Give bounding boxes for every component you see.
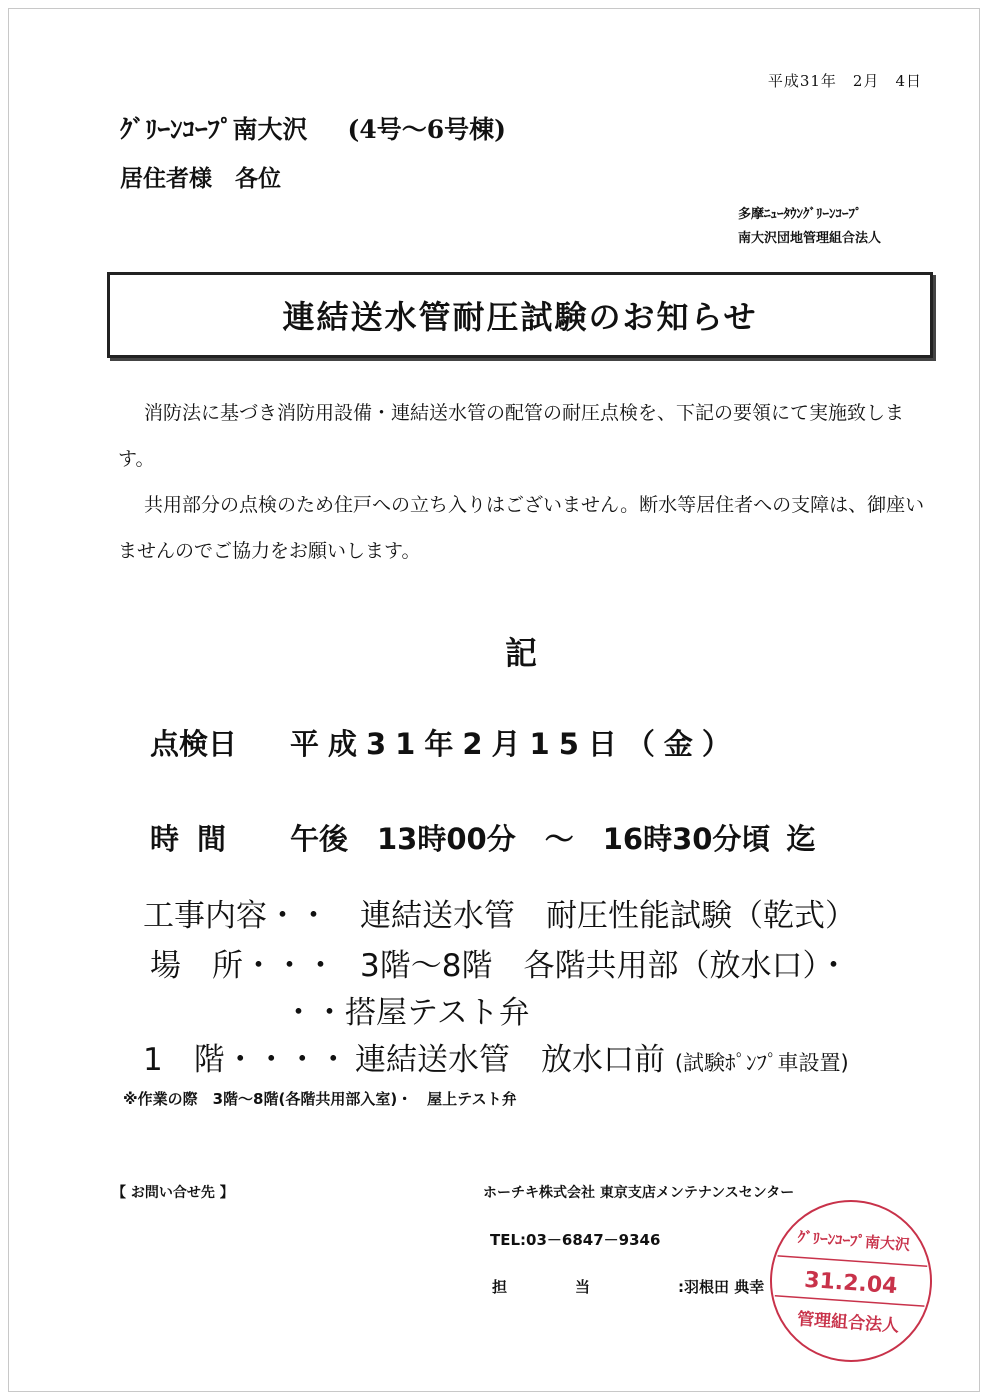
recipient-building-range: (4号～6号棟) (347, 115, 506, 144)
notice-title: 連結送水管耐圧試験のお知らせ (282, 298, 758, 336)
work-content-value: 連結送水管 耐圧性能試験（乾式） (360, 898, 856, 934)
sender-block (738, 203, 881, 251)
floor1-note: (試験ﾎﾟﾝﾌﾟ車設置) (674, 1051, 849, 1075)
stamp-lower-line (775, 1296, 925, 1306)
body-paragraph-1: 消防法に基づき消防用設備・連結送水管の配管の耐圧点検を、下記の要領にて実施致します。 (118, 402, 905, 470)
inspection-date-value: 平成31年2月15日（金） (290, 727, 740, 761)
recipient-building (120, 110, 506, 146)
stamp-date-text: 31.2.04 (803, 1267, 899, 1300)
time-label: 時間 (150, 822, 245, 856)
time-value: 午後 13時00分 ～ 16時30分頃 迄 (290, 822, 816, 856)
recipient-building-name: ｸﾞﾘｰﾝｺｰﾌﾟ南大沢 (120, 115, 308, 144)
place-continuation: ・・搭屋テスト弁 (283, 995, 530, 1031)
place-label: 場 所・・・ (150, 948, 336, 984)
contact-person-value: :羽根田 典幸 (678, 1278, 765, 1296)
stamp-bottom-text: 管理組合法人 (796, 1309, 900, 1337)
floor1-label: 1 階・・・・ (143, 1042, 349, 1078)
ki-heading: 記 (505, 634, 538, 672)
document-date: 平成31年 2月 4日 (767, 72, 922, 90)
contact-label: 【 お問い合せ先 】 (112, 1185, 234, 1201)
inspection-date-label: 点検日 (150, 727, 238, 761)
stamp-upper-line (778, 1256, 928, 1266)
stamp-top-text: ｸﾞﾘｰﾝｺｰﾌﾟ南大沢 (797, 1228, 911, 1254)
sender-line-1: 多摩ﾆｭｰﾀｳﾝｸﾞﾘｰﾝｺｰﾌﾟ (738, 207, 862, 222)
work-note: ※作業の際 3階～8階(各階共用部入室)・ 屋上テスト弁 (123, 1090, 517, 1108)
body-paragraph-2: 共用部分の点検のため住戸への立ち入りはございません。断水等居住者への支障は、御座いませんのでご協力をお願いします。 (118, 494, 925, 562)
floor1-main: 連結送水管 放水口前 (355, 1042, 665, 1078)
work-content-label: 工事内容・・ (143, 898, 329, 934)
floor1-value (355, 1034, 849, 1079)
recipient-residents: 居住者様 各位 (120, 166, 281, 192)
title-box (107, 272, 933, 358)
contact-tel: TEL:03－6847－9346 (490, 1231, 661, 1249)
contact-company: ホーチキ株式会社 東京支店メンテナンスセンター (483, 1185, 795, 1201)
place-value: 3階～8階 各階共用部（放水口）・ (360, 948, 849, 984)
sender-line-2: 南大沢団地管理組合法人 (738, 231, 882, 246)
contact-person-label: 担当 (492, 1278, 659, 1296)
association-stamp (762, 1192, 939, 1369)
